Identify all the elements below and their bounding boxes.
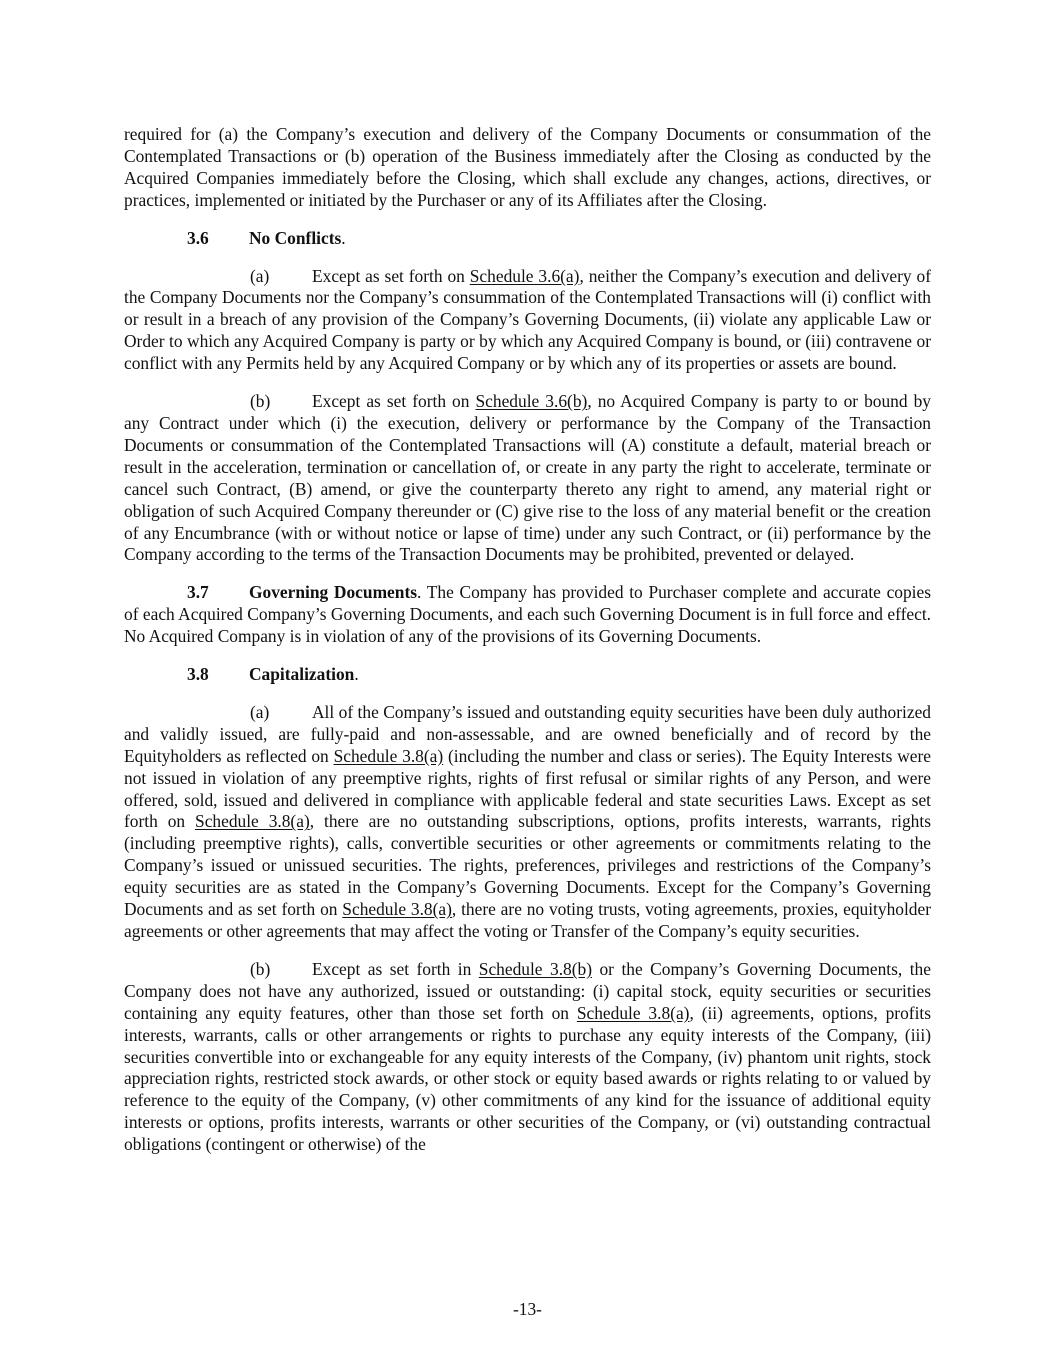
schedule-reference: Schedule 3.6(a) xyxy=(469,265,580,286)
schedule-reference: Schedule 3.8(a) xyxy=(342,899,452,920)
clause-label: (a) xyxy=(250,701,270,722)
section-number: 3.8 xyxy=(187,664,209,685)
section-3-6-a: (a) Except as set forth on Schedule 3.6(a), neither the Company’s execution and delivery of the Company Documents nor the Company’s consummation of the Contemplated Transactions will (i) conflict with or result in a breach of any provision of the Company’s Governing Documents, (ii) violate any applicable Law or Order to which any Acquired Company is party or by which any Acquired Company is bound, or (iii) contravene or conflict with any Permits held by any Acquired Company or by which any of its properties or assets are bound. xyxy=(124,265,931,374)
clause-label: (b) xyxy=(250,391,271,412)
section-title: Governing Documents xyxy=(249,582,418,603)
section-3-8-a: (a) All of the Company’s issued and outstanding equity securities have been duly authorized and validly issued, are fully-paid and non-assessable, and are owned beneficially and of record by the Equityholders as reflected on Schedule 3.8(a) (including the number and class or series). The Equity Interests were not issued in violation of any preemptive rights, rights of first refusal or similar rights of any Person, and were offered, sold, issued and delivered in compliance with applicable federal and state securities Laws. Except as set forth on Schedule 3.8(a), there are no outstanding subscriptions, options, profits interests, warrants, rights (including preemptive rights), calls, convertible securities or other agreements or commitments relating to the Company’s issued or unissued securities. The rights, preferences, privileges and restrictions of the Company’s equity securities are as stated in the Company’s Governing Documents. Except for the Company’s Governing Documents and as set forth on Schedule 3.8(a), there are no voting trusts, voting agreements, proxies, equityholder agreements or other agreements that may affect the voting or Transfer of the Company’s equity securities. xyxy=(124,701,931,941)
intro-paragraph: required for (a) the Company’s execution and delivery of the Company Documents or consummation of the Contemplated Transactions or (b) operation of the Business immediately after the Closing as conducted by the Acquired Companies immediately before the Closing, which shall exclude any changes, actions, directives, or practices, implemented or initiated by the Purchaser or any of its Affiliates after the Closing. xyxy=(124,124,931,210)
clause-label: (b) xyxy=(250,958,271,979)
schedule-reference: Schedule 3.6(b) xyxy=(475,391,588,412)
section-3-8-b: (b) Except as set forth in Schedule 3.8(b) or the Company’s Governing Documents, the Company does not have any authorized, issued or outstanding: (i) capital stock, equity securities or securities containing any equity features, other than those set forth on Schedule 3.8(a), (ii) agreements, options, profits interests, warrants, calls or other arrangements or rights to purchase any equity interests of the Company, (iii) securities convertible into or exchangeable for any equity interests of the Company, (iv) phantom unit rights, stock appreciation rights, restricted stock awards, or other stock or equity based awards or rights relating to or valued by reference to the equity of the Company, (v) other commitments of any kind for the issuance of additional equity interests or options, profits interests, warrants or other securities of the Company, or (vi) outstanding contractual obligations (contingent or otherwise) of the xyxy=(124,958,931,1155)
section-3-7-paragraph: 3.7 Governing Documents. The Company has provided to Purchaser complete and accurate copies of each Acquired Company’s Governing Documents, and each such Governing Document is in full force and effect. No Acquired Company is in violation of any of the provisions of its Governing Documents. xyxy=(124,582,931,647)
section-number: 3.7 xyxy=(187,582,209,603)
schedule-reference: Schedule 3.8(a) xyxy=(195,811,310,832)
section-title: Capitalization xyxy=(249,664,355,685)
schedule-reference: Schedule 3.8(b) xyxy=(478,958,593,979)
section-3-6-heading: 3.6 No Conflicts. xyxy=(187,227,346,248)
section-number: 3.6 xyxy=(187,227,209,248)
document-page xyxy=(124,124,931,1156)
clause-label: (a) xyxy=(250,265,270,286)
section-3-6-b: (b) Except as set forth on Schedule 3.6(b), no Acquired Company is party to or bound by any Contract under which (i) the execution, delivery or performance by the Company of the Transaction Documents or consummation of the Contemplated Transactions will (A) constitute a default, material breach or result in the acceleration, termination or cancellation of, or create in any party the right to accelerate, terminate or cancel such Contract, (B) amend, or give the counterparty thereto any right to amend, any material right or obligation of such Acquired Company thereunder or (C) give rise to the loss of any material benefit or the creation of any Encumbrance (with or without notice or lapse of time) under any such Contract, or (ii) performance by the Company according to the terms of the Transaction Documents may be prohibited, prevented or delayed. xyxy=(124,391,931,565)
schedule-reference: Schedule 3.8(a) xyxy=(333,745,444,766)
section-3-8-heading: 3.8 Capitalization. xyxy=(187,664,359,685)
page-number: -13- xyxy=(513,1299,542,1319)
section-title: No Conflicts xyxy=(249,227,342,248)
schedule-reference: Schedule 3.8(a) xyxy=(576,1002,690,1023)
